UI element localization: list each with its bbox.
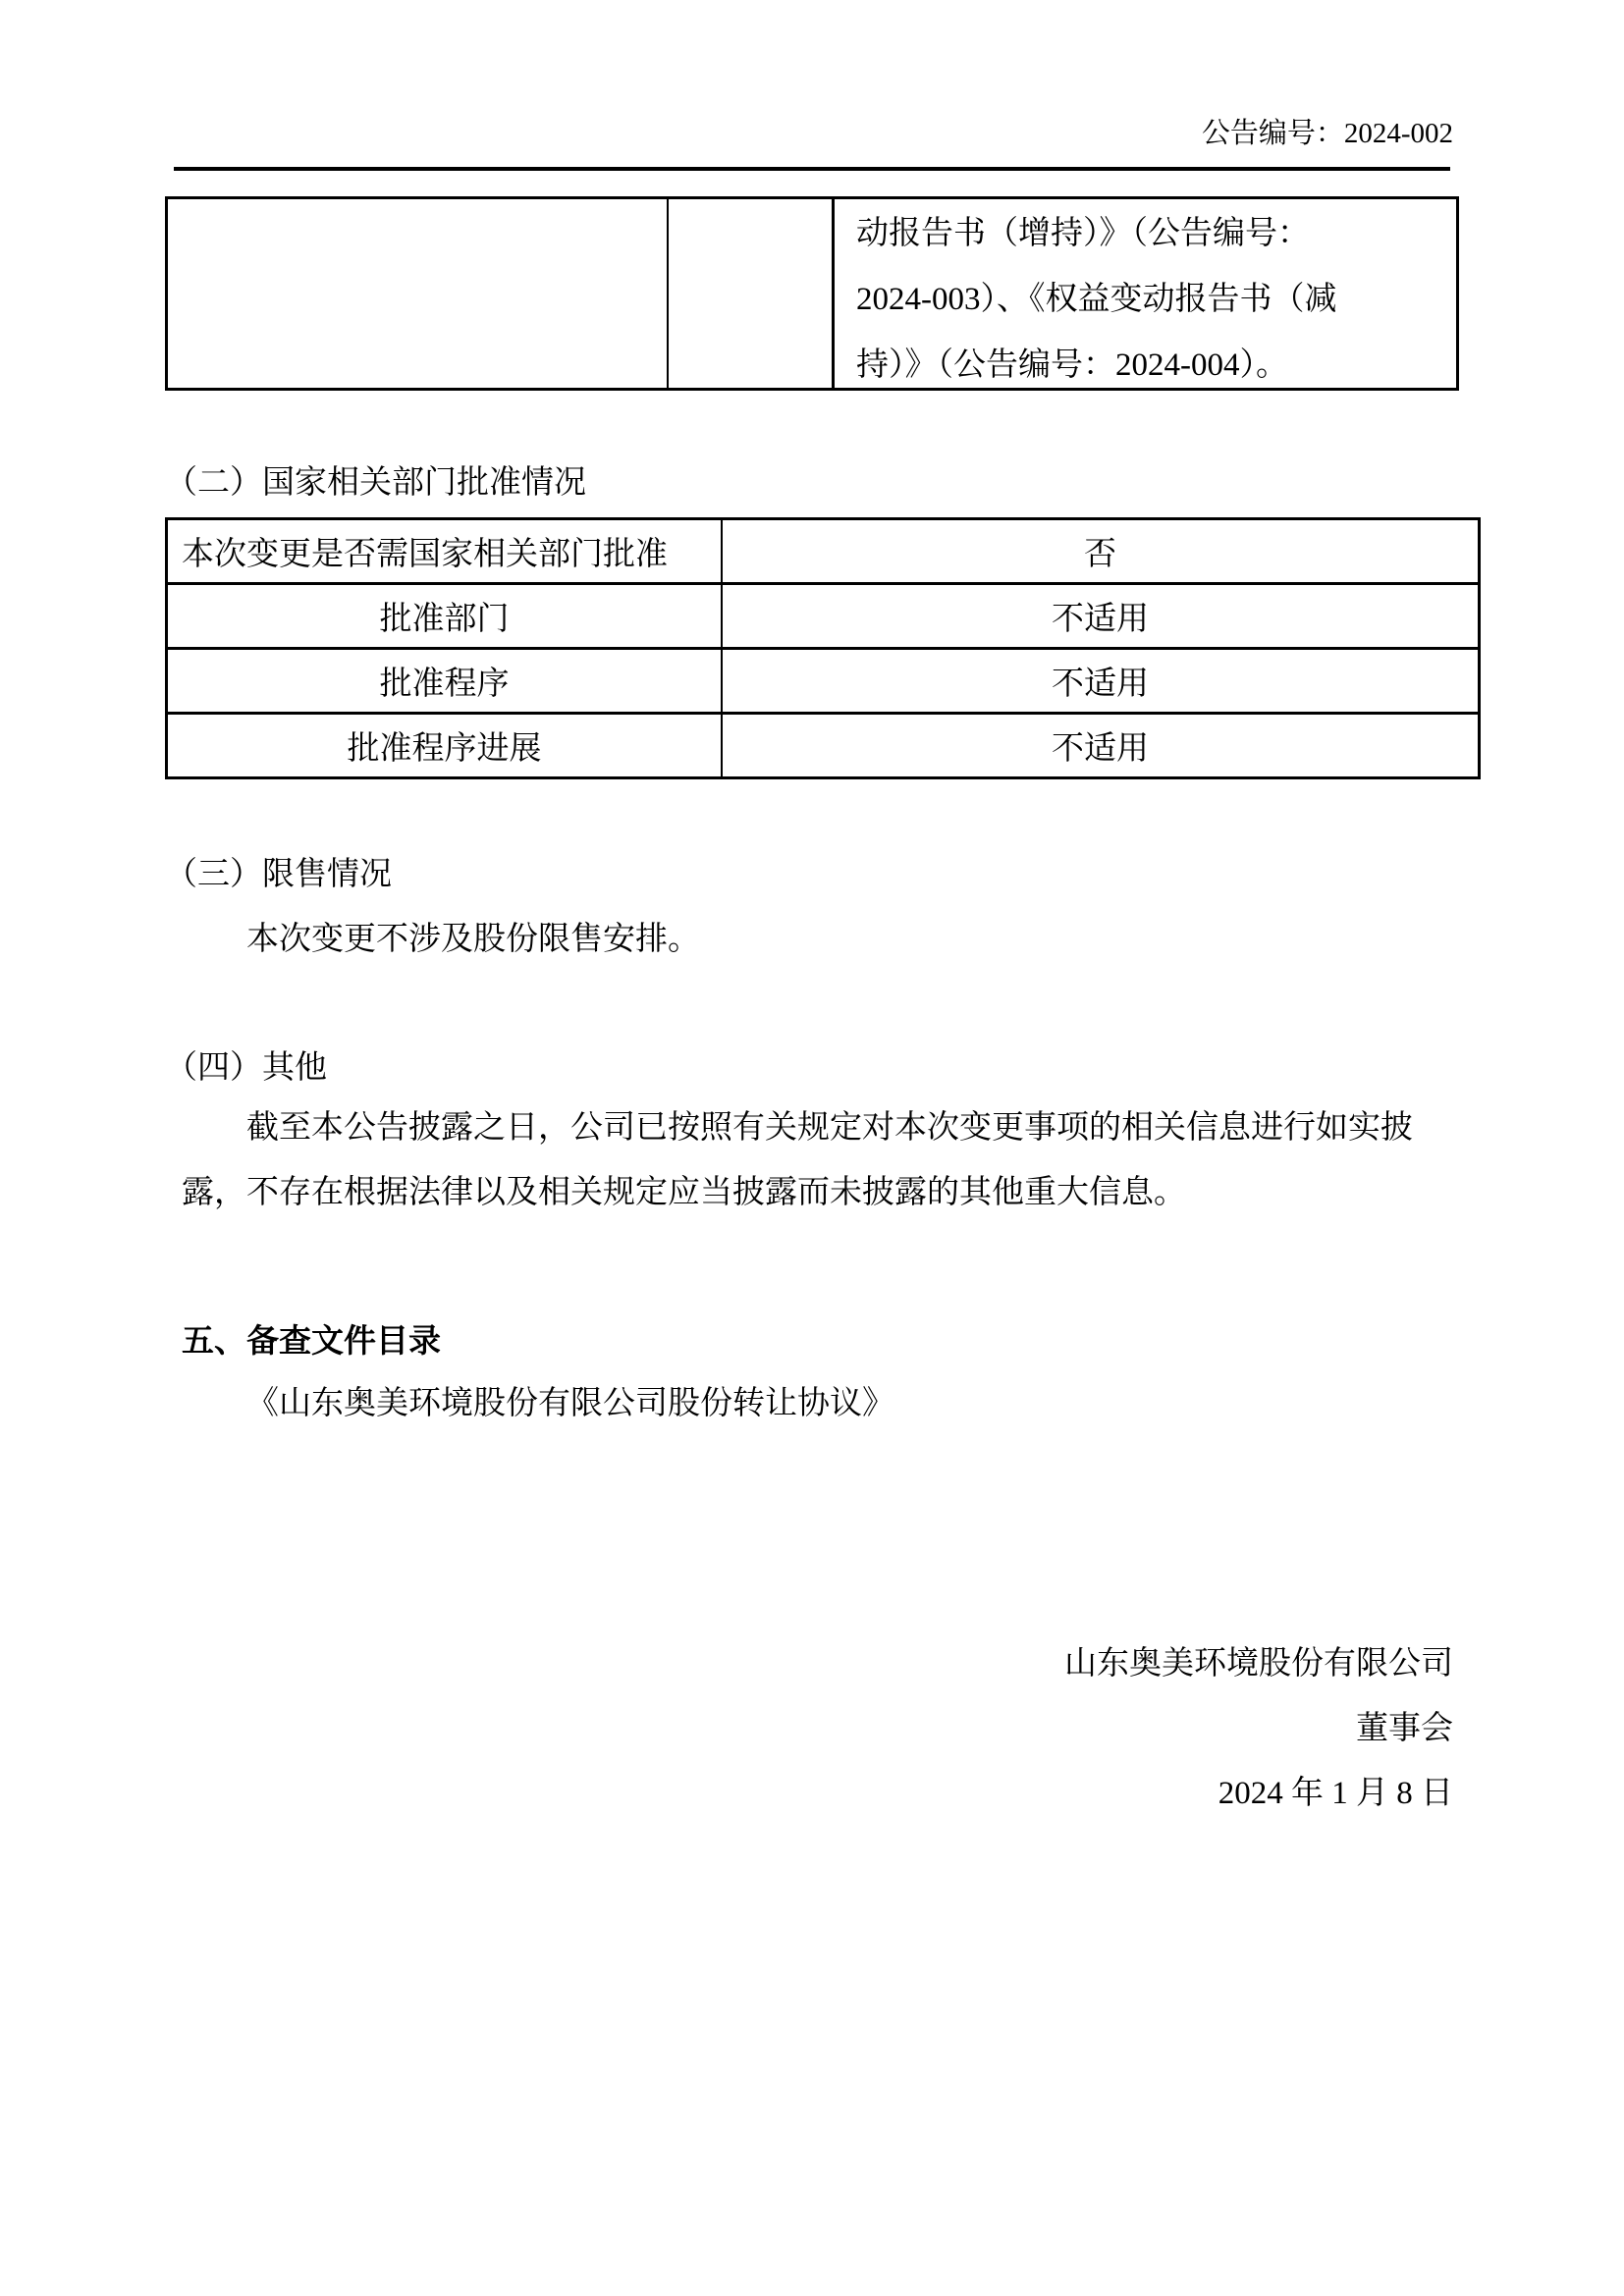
- signature-signer: 董事会: [1356, 1711, 1453, 1746]
- approval-row-label: 批准程序: [167, 649, 723, 714]
- table-row: [167, 519, 1480, 584]
- section-documents-body: 《山东奥美环境股份有限公司股份转让协议》: [246, 1386, 894, 1421]
- continuation-table: [165, 196, 1459, 391]
- approval-row-value: 否: [722, 519, 1480, 584]
- signature-block: [182, 1631, 1453, 1826]
- table-row: [167, 649, 1480, 714]
- section-lockup-heading: （三）限售情况: [165, 857, 392, 892]
- approval-row-value: 不适用: [722, 649, 1480, 714]
- section-other-body: [182, 1095, 1455, 1225]
- continuation-table-col3: [835, 199, 1456, 388]
- table-row: [167, 714, 1480, 778]
- approval-table: [165, 517, 1481, 779]
- approval-row-label: 批准部门: [167, 584, 723, 649]
- paragraph-line: 露，不存在根据法律以及相关规定应当披露而未披露的其他重大信息。: [182, 1175, 1186, 1210]
- continuation-cell-line: 动报告书（增持）》（公告编号：: [856, 216, 1310, 251]
- approval-row-value: 不适用: [722, 714, 1480, 778]
- signature-date: 2024 年 1 月 8 日: [1218, 1776, 1453, 1811]
- paragraph-line: 截至本公告披露之日，公司已按照有关规定对本次变更事项的相关信息进行如实披: [246, 1110, 1413, 1146]
- section-other-heading: （四）其他: [165, 1050, 327, 1086]
- section-approval-heading: （二）国家相关部门批准情况: [165, 465, 586, 501]
- header-rule: [174, 167, 1450, 171]
- approval-row-label: 批准程序进展: [167, 714, 723, 778]
- approval-row-label: 本次变更是否需国家相关部门批准: [167, 519, 723, 584]
- announcement-number: 公告编号：2024-002: [1201, 118, 1453, 149]
- section-documents-heading: 五、备查文件目录: [182, 1324, 441, 1360]
- continuation-cell-line: 2024-003）、《权益变动报告书（减: [856, 282, 1337, 317]
- approval-row-value: 不适用: [722, 584, 1480, 649]
- section-lockup-body: 本次变更不涉及股份限售安排。: [246, 922, 700, 957]
- signature-company: 山东奥美环境股份有限公司: [1064, 1646, 1453, 1682]
- continuation-cell-line: 持）》（公告编号：2024-004）。: [856, 347, 1288, 383]
- continuation-table-col1-empty: [168, 199, 669, 388]
- table-row: [167, 584, 1480, 649]
- continuation-table-col2-empty: [669, 199, 835, 388]
